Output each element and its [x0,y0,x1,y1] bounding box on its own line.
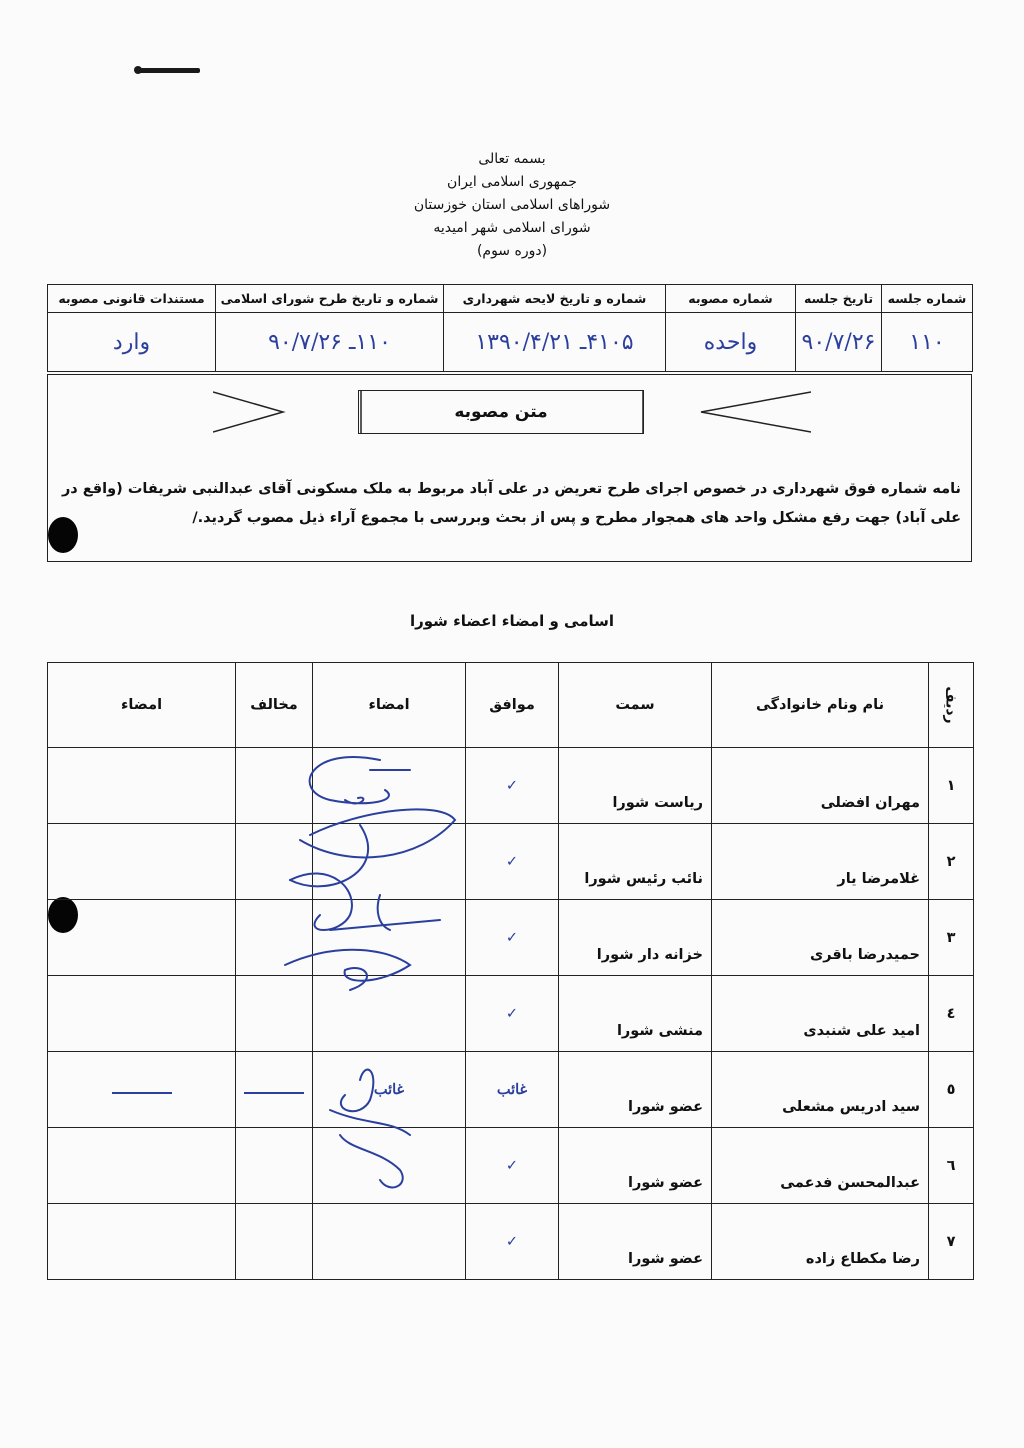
header-signature: امضاء [313,663,466,748]
signature-cell [313,1128,466,1204]
agree-check: ✓ [466,900,559,976]
member-name: رضا مکطاع زاده [712,1204,929,1280]
member-row [48,900,974,976]
oppose-cell [236,824,313,900]
agree-check: ✓ [466,748,559,824]
absent-mark: غائب [466,1052,559,1128]
session-date: ۹۰/۷/۲۶ [796,313,882,372]
punch-hole [48,517,78,553]
members-table [47,662,974,1280]
member-row [48,976,974,1052]
header-line-3: شوراهای اسلامی استان خوزستان [413,197,611,213]
resolution-body: نامه شماره فوق شهرداری در خصوص اجرای طرح تعریض در علی آباد مربوط به ملک مسکونی آقای عبدالنبی شریفات (واقع در علی آباد) جهت رفع مشکل واحد های همجوار مطرح و پس از بحث وبررسی با مجموع آراء ذیل مصوب گردید./ [61,481,961,526]
members-title: اسامی و امضاء اعضاء شورا [409,612,615,630]
absent-mark: غائب [313,1052,466,1128]
signature-cell [48,1128,236,1204]
header-name: نام ونام خانوادگی [712,663,929,748]
resolution-box [47,374,972,562]
info-header: مستندات قانونی مصوبه [48,285,216,313]
oppose-cell [236,748,313,824]
header-oppose: مخالف [236,663,313,748]
council-plan: ۱۱۰ـ ۹۰/۷/۲۶ [216,313,444,372]
agree-check: ✓ [466,1128,559,1204]
signature-cell [313,748,466,824]
member-row [48,824,974,900]
member-name: امید علی شنبدی [712,976,929,1052]
resolution-title: متن مصوبه [358,390,644,434]
oppose-cell [236,900,313,976]
member-position: عضو شورا [559,1052,712,1128]
dash-mark [48,1052,236,1128]
session-number: ۱۱۰ [882,313,973,372]
municipal-bill: ۴۱۰۵ـ ۱۳۹۰/۴/۲۱ [444,313,666,372]
member-row [48,1052,974,1128]
resolution-titlebar [213,390,811,434]
member-index: ۷ [929,1204,974,1280]
info-header: شماره و تاریخ لایحه شهرداری [444,285,666,313]
member-row [48,1128,974,1204]
signature-cell [48,900,236,976]
signature-cell [48,824,236,900]
info-header: تاریخ جلسه [796,285,882,313]
member-position: خزانه دار شورا [559,900,712,976]
member-position: عضو شورا [559,1128,712,1204]
header-line-1: بسمه تعالی [478,151,546,167]
header-row-number: ردیف [929,663,974,748]
signature-cell [48,976,236,1052]
oppose-cell [236,1128,313,1204]
right-ribbon-icon [641,390,811,434]
signature-cell [48,748,236,824]
info-header: شماره جلسه [882,285,973,313]
member-name: مهران افضلی [712,748,929,824]
member-position: عضو شورا [559,1204,712,1280]
header-agree: موافق [466,663,559,748]
scan-mark [138,68,200,73]
signature-cell [313,1204,466,1280]
agree-check: ✓ [466,976,559,1052]
header-line-2: جمهوری اسلامی ایران [447,174,577,190]
member-index: ٤ [929,976,974,1052]
header-line-5: (دوره سوم) [476,243,548,259]
member-index: ۱ [929,748,974,824]
info-header-row [48,285,973,313]
signature-cell [313,900,466,976]
agree-check: ✓ [466,824,559,900]
dash-mark [236,1052,313,1128]
info-header: شماره و تاریخ طرح شورای اسلامی [216,285,444,313]
header-signature: امضاء [48,663,236,748]
signature-cell [313,824,466,900]
member-name: سید ادریس مشعلی [712,1052,929,1128]
member-name: حمیدرضا باقری [712,900,929,976]
member-position: ریاست شورا [559,748,712,824]
signature-cell [313,976,466,1052]
member-name: غلامرضا یار [712,824,929,900]
resolution-number: واحده [666,313,796,372]
member-index: ۳ [929,900,974,976]
header-line-4: شورای اسلامی شهر امیدیه [433,220,591,236]
info-table [47,284,973,372]
signature-cell [48,1204,236,1280]
info-value-row [48,313,973,372]
left-ribbon-icon [213,390,363,434]
member-position: نائب رئیس شورا [559,824,712,900]
member-row [48,1204,974,1280]
member-index: ٥ [929,1052,974,1128]
letter-header [0,148,1024,263]
oppose-cell [236,1204,313,1280]
members-header-row [48,663,974,748]
member-name: عبدالمحسن فدعمی [712,1128,929,1204]
member-position: منشی شورا [559,976,712,1052]
legal-basis: وارد [48,313,216,372]
agree-check: ✓ [466,1204,559,1280]
member-row [48,748,974,824]
info-header: شماره مصوبه [666,285,796,313]
member-index: ٦ [929,1128,974,1204]
member-index: ۲ [929,824,974,900]
oppose-cell [236,976,313,1052]
header-position: سمت [559,663,712,748]
